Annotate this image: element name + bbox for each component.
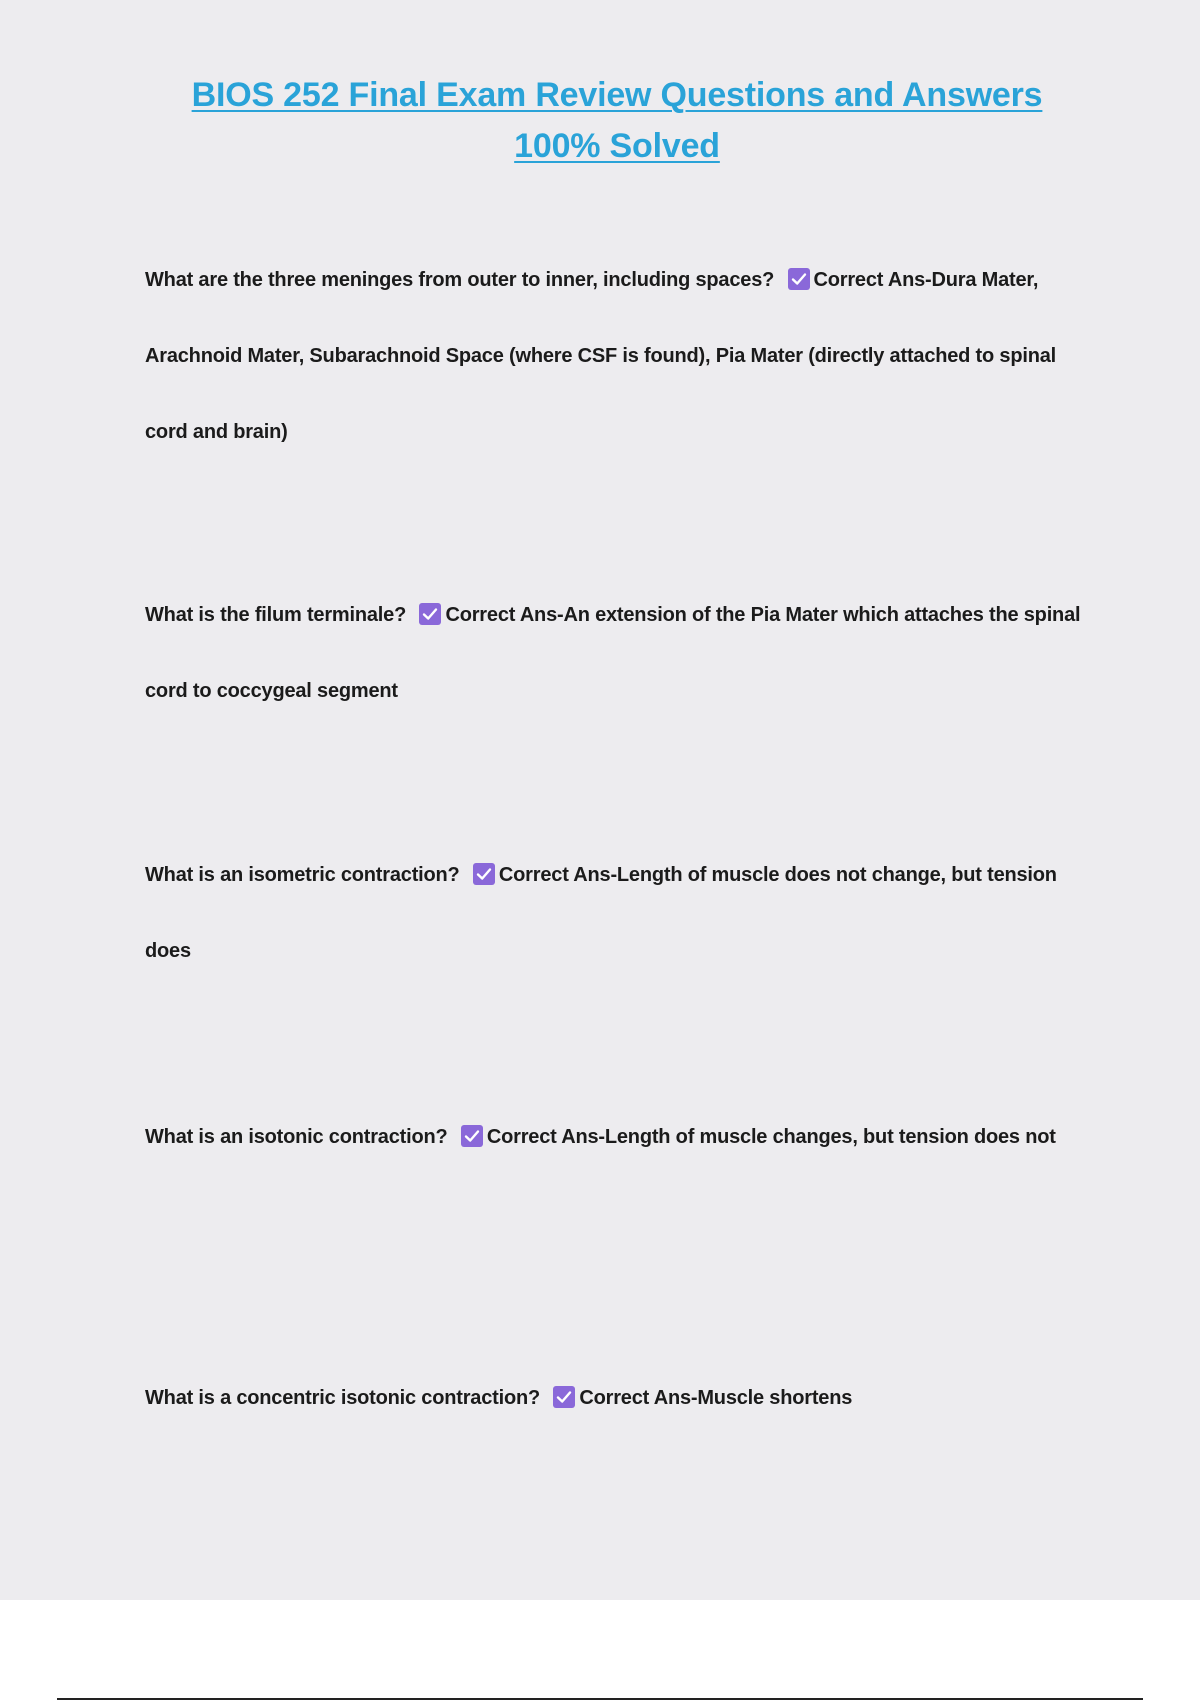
answer-text: Correct Ans-Length of muscle changes, but tension does not	[486, 1126, 1056, 1148]
question-text: What is a concentric isotonic contraction?	[145, 1387, 540, 1409]
checkbox-checked-icon	[553, 1386, 575, 1408]
checkbox-checked-icon	[419, 603, 441, 625]
title-line-1: BIOS 252 Final Exam Review Questions and Answers	[191, 76, 1043, 114]
qa-item-isometric	[145, 837, 1095, 989]
answer-text: Correct Ans-Dura Mater, Arachnoid Mater, Subarachnoid Space (where CSF is found), Pia Mater (directly attached to spinal cord and brain)	[145, 269, 1056, 443]
answer-text: Correct Ans-An extension of the Pia Mater which attaches the spinal cord to coccygeal segment	[145, 604, 1081, 702]
qa-item-isotonic	[145, 1099, 1095, 1175]
question-text: What is an isotonic contraction?	[145, 1126, 448, 1148]
qa-item-filum-terminale	[145, 577, 1095, 729]
checkbox-checked-icon	[473, 863, 495, 885]
title-line-2: 100% Solved	[514, 127, 720, 165]
answer-text: Correct Ans-Length of muscle does not change, but tension does	[145, 864, 1057, 962]
qa-item-concentric	[145, 1360, 1095, 1436]
checkbox-checked-icon	[461, 1125, 483, 1147]
document-title	[0, 70, 1200, 172]
question-text: What are the three meninges from outer to inner, including spaces?	[145, 269, 775, 291]
answer-text: Correct Ans-Muscle shortens	[579, 1387, 853, 1409]
checkbox-checked-icon	[788, 268, 810, 290]
question-text: What is the filum terminale?	[145, 604, 407, 626]
qa-item-meninges	[145, 242, 1095, 470]
question-text: What is an isometric contraction?	[145, 864, 460, 886]
